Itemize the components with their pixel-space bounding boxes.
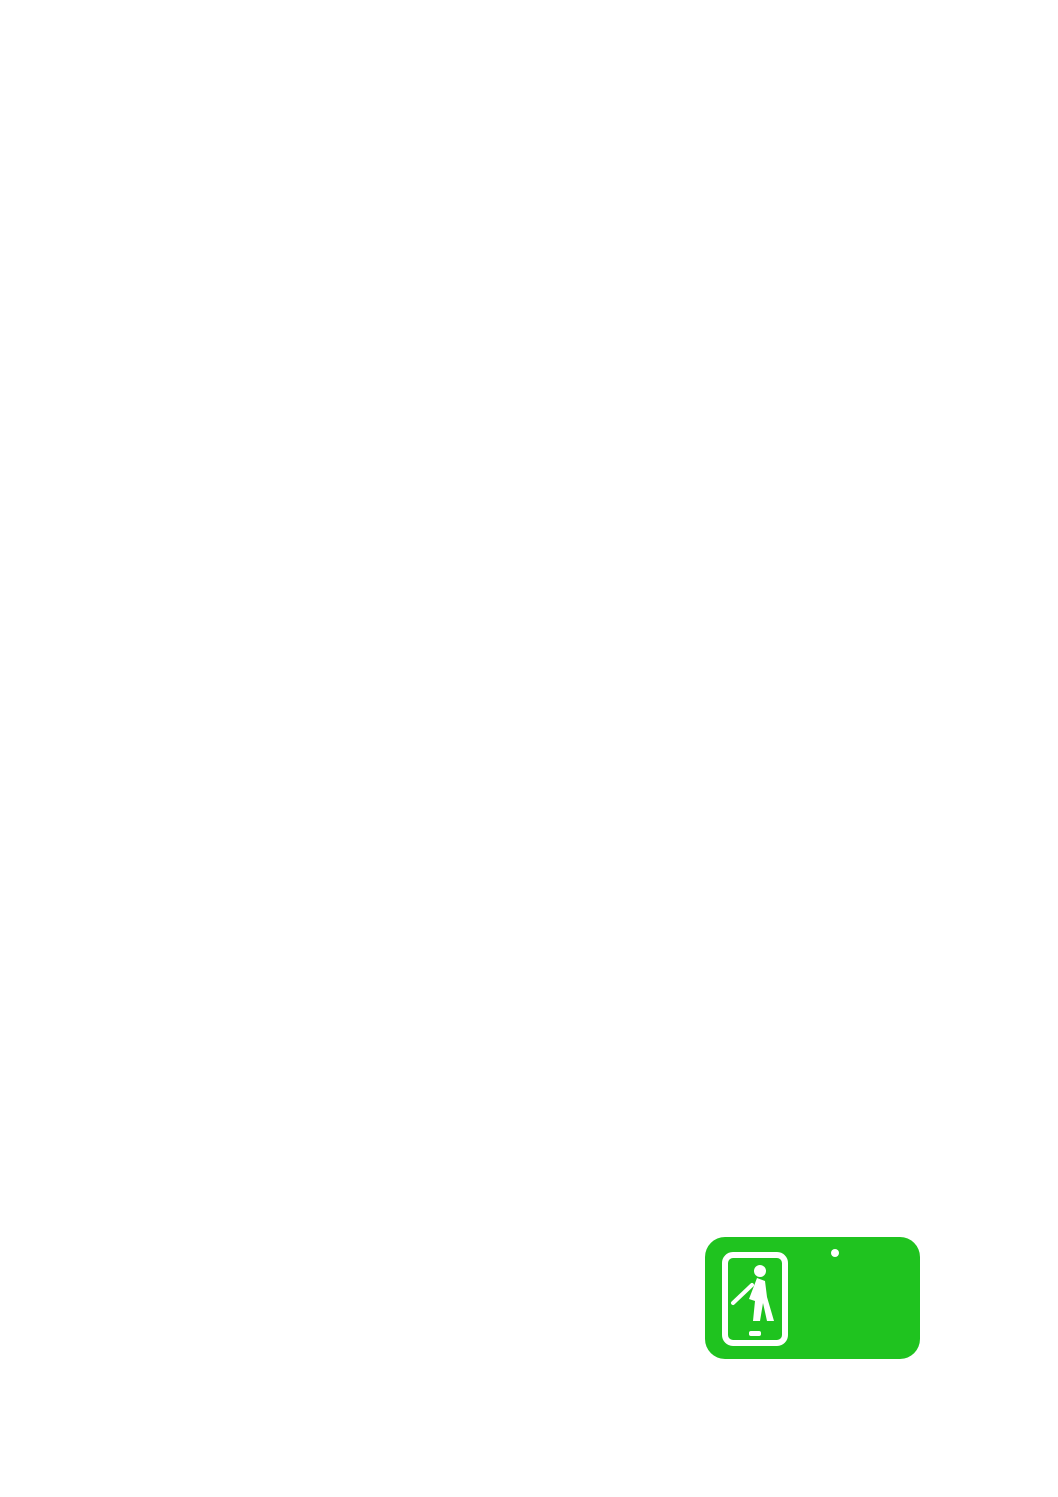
golfer-tablet-icon xyxy=(705,1237,920,1359)
online-golf-coaching-logo xyxy=(705,1237,920,1359)
